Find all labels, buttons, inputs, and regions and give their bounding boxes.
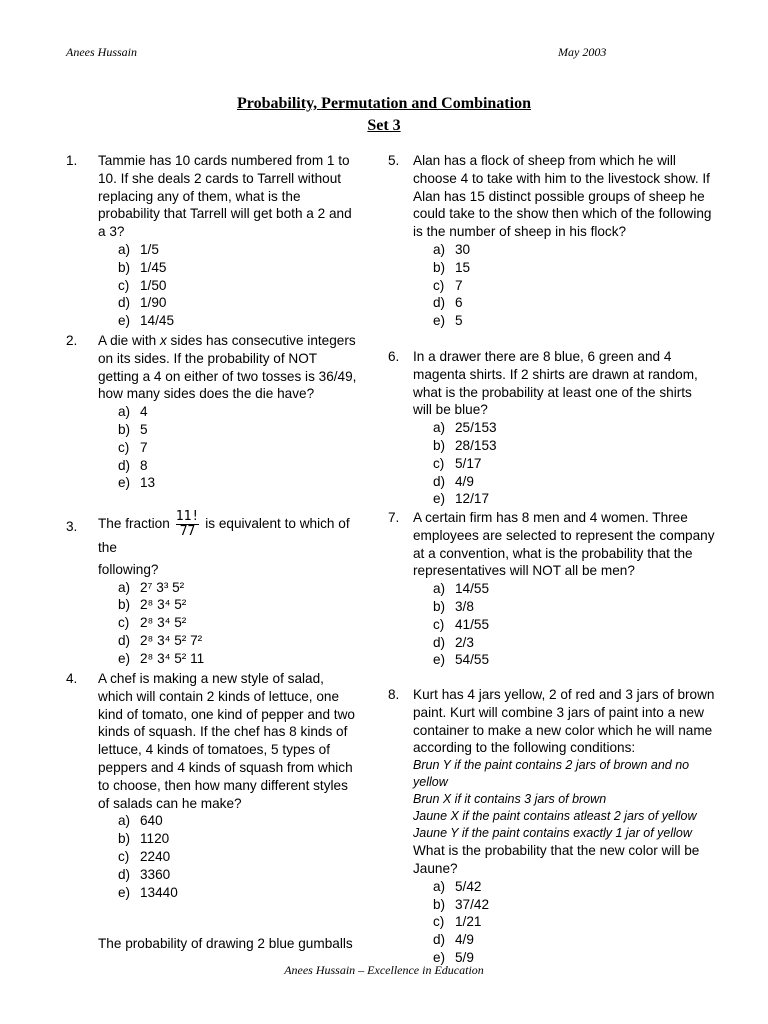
option-text: 8 (140, 457, 148, 473)
option (118, 848, 360, 866)
option-text: 13 (140, 475, 156, 491)
question-stem: A certain firm has 8 men and 4 women. Three employees are selected to represent the company at a convention, what is the probability that the representatives will NOT all be men? (413, 510, 715, 579)
option-letter: a) (433, 241, 446, 257)
question-number: 8. (388, 687, 400, 702)
condition: Jaune Y if the paint contains exactly 1 jar of yellow (413, 826, 692, 841)
option-text: 12/17 (455, 491, 490, 507)
option-text: 2/3 (455, 634, 474, 650)
option-letter: e) (433, 491, 446, 507)
question-4 (66, 670, 360, 901)
page-footer: Anees Hussain – Excellence in Education (284, 963, 484, 977)
option (433, 580, 715, 598)
option-letter: a) (433, 878, 446, 894)
option-letter: c) (433, 277, 445, 293)
option (118, 403, 358, 421)
stem-part: The fraction (98, 516, 170, 532)
header-date: May 2003 (558, 45, 607, 59)
option-text: 7 (140, 439, 148, 455)
option-letter: e) (118, 884, 131, 900)
option-text: 3360 (140, 866, 171, 882)
option (433, 634, 715, 652)
option (433, 437, 713, 455)
option-letter: c) (118, 439, 130, 455)
fraction-denominator: 77 (179, 524, 196, 539)
option (118, 457, 358, 475)
answer-options (413, 419, 713, 508)
option (118, 277, 356, 295)
option (118, 259, 356, 277)
option-letter: a) (118, 813, 131, 829)
option (118, 614, 360, 632)
page-title: Probability, Permutation and Combination (237, 95, 531, 112)
answer-options (98, 403, 358, 492)
option-text: 3/8 (455, 598, 474, 614)
option-text: 640 (140, 813, 163, 829)
option-text: 37/42 (455, 896, 490, 912)
question-stem: A chef is making a new style of salad, which will contain 2 kinds of lettuce, one kind of tomato, one kind of pepper and two kinds of squash. If the chef has 8 kinds of lettuce, 4 kinds of tomatoes, 5 types of peppers and 4 kinds of squash from which to choose, then how many different styles of salads can he make? (98, 671, 355, 811)
option (433, 241, 713, 259)
option (118, 830, 360, 848)
option-text: 1/5 (140, 241, 159, 257)
option (433, 931, 715, 949)
condition: Jaune X if the paint contains atleast 2 jars of yellow (413, 809, 697, 824)
option-text: 15 (455, 259, 471, 275)
option-text: 41/55 (455, 616, 490, 632)
option-text: 4/9 (455, 473, 474, 489)
answer-options (413, 241, 713, 330)
answer-options (98, 241, 356, 330)
option-text: 4/9 (455, 932, 474, 948)
option (433, 277, 713, 295)
option-text: 4 (140, 404, 148, 420)
tail-text: The probability of drawing 2 blue gumballs (98, 936, 353, 951)
option (433, 259, 713, 277)
option (433, 490, 713, 508)
question-7 (388, 509, 715, 669)
option (118, 241, 356, 259)
condition: Brun X if it contains 3 jars of brown (413, 792, 607, 807)
question-number: 5. (388, 153, 400, 168)
option-letter: b) (118, 421, 131, 437)
option-text: 2⁸ 3⁴ 5² (140, 597, 187, 613)
option-text: 30 (455, 241, 471, 257)
option (433, 312, 713, 330)
answer-options (413, 878, 715, 967)
option-letter: a) (433, 420, 446, 436)
question-6 (388, 348, 713, 508)
question-1 (66, 152, 356, 330)
question-number: 7. (388, 510, 400, 525)
answer-options (98, 812, 360, 901)
option (118, 596, 360, 614)
question-number: 1. (66, 153, 78, 168)
option-letter: b) (433, 598, 446, 614)
option-letter: e) (118, 475, 131, 491)
option (433, 419, 713, 437)
option (433, 616, 715, 634)
question-stem: Alan has a flock of sheep from which he will choose 4 to take with him to the livestock show. If Alan has 15 distinct possible groups of sheep he could take to the show then which of the following is the number of sheep in his flock? (413, 153, 712, 240)
option (433, 473, 713, 491)
option-text: 28/153 (455, 437, 497, 453)
option-text: 2⁸ 3⁴ 5² (140, 615, 187, 631)
option-text: 2⁸ 3⁴ 5² 7² (140, 632, 203, 648)
stem-part: is equivalent to which of the (98, 516, 350, 555)
option (433, 651, 715, 669)
question-stem: In a drawer there are 8 blue, 6 green and 4 magenta shirts. If 2 shirts are drawn at random, what is the probability at least one of the shirts will be blue? (413, 349, 698, 418)
option-letter: d) (433, 634, 446, 650)
option (118, 294, 356, 312)
question-stem-2: What is the probability that the new color will be Jaune? (413, 843, 700, 876)
option (118, 439, 358, 457)
option-letter: c) (433, 914, 445, 930)
stem-part: A die with (98, 333, 160, 348)
option-letter: d) (433, 473, 446, 489)
option (433, 896, 715, 914)
option-text: 6 (455, 295, 463, 311)
option-letter: d) (118, 866, 131, 882)
option-text: 54/55 (455, 652, 490, 668)
option-text: 13440 (140, 884, 178, 900)
option (433, 294, 713, 312)
option-letter: c) (118, 615, 130, 631)
option (118, 579, 360, 597)
option-text: 7 (455, 277, 463, 293)
option-text: 5 (455, 313, 463, 329)
option-letter: c) (433, 616, 445, 632)
fraction (176, 510, 199, 539)
option-letter: b) (118, 259, 131, 275)
option (433, 598, 715, 616)
option-letter: b) (433, 437, 446, 453)
option-letter: d) (118, 457, 131, 473)
option-letter: e) (118, 313, 131, 329)
option-letter: d) (118, 632, 131, 648)
condition: Brun Y if the paint contains 2 jars of brown and no yellow (413, 758, 690, 790)
option-text: 5 (140, 421, 148, 437)
option-letter: e) (433, 313, 446, 329)
option-letter: b) (118, 831, 131, 847)
question-number: 2. (66, 333, 78, 348)
option (118, 650, 360, 668)
option-letter: d) (433, 295, 446, 311)
option-letter: e) (118, 650, 131, 666)
option-text: 2⁸ 3⁴ 5² 11 (140, 650, 205, 666)
option-text: 2240 (140, 848, 171, 864)
option-text: 1120 (140, 831, 170, 847)
option-letter: d) (118, 295, 131, 311)
question-number: 3. (66, 519, 78, 534)
option-letter: a) (118, 579, 131, 595)
option-text: 14/45 (140, 313, 175, 329)
variable-x: x (159, 333, 167, 348)
option-text: 1/50 (140, 277, 167, 293)
option (118, 312, 356, 330)
answer-options (413, 580, 715, 669)
option-text: 5/42 (455, 878, 482, 894)
option-text: 25/153 (455, 420, 497, 436)
question-stem (98, 510, 360, 557)
option-letter: b) (118, 597, 131, 613)
question-stem (98, 332, 358, 403)
option (118, 421, 358, 439)
answer-options (98, 579, 360, 668)
option-text: 1/45 (140, 259, 167, 275)
option-letter: e) (433, 652, 446, 668)
option (433, 878, 715, 896)
question-stem: Tammie has 10 cards numbered from 1 to 10. If she deals 2 cards to Tarrell without replacing any of them, what is the probability that Tarrell will get both a 2 and a 3? (98, 153, 352, 240)
question-2 (66, 332, 358, 492)
fraction-numerator: 11! (175, 509, 200, 524)
option-text: 1/90 (140, 295, 167, 311)
option (118, 632, 360, 650)
option-text: 14/55 (455, 581, 490, 597)
page-subtitle: Set 3 (367, 117, 401, 134)
stem-part: sides has consecutive integers on its sides. If the probability of NOT getting a 4 on either of two tosses is 36/49, how many sides does the die have? (98, 333, 357, 402)
option-letter: a) (118, 241, 131, 257)
option-text: 5/17 (455, 455, 482, 471)
question-8 (388, 686, 715, 967)
option (118, 812, 360, 830)
option-letter: b) (433, 896, 446, 912)
header-author: Anees Hussain (66, 45, 137, 59)
option-letter: c) (433, 455, 445, 471)
question-5 (388, 152, 713, 330)
option-letter: e) (433, 949, 446, 965)
option-text: 2⁷ 3³ 5² (140, 579, 185, 595)
option (118, 866, 360, 884)
option (433, 455, 713, 473)
question-3 (66, 509, 360, 668)
option-text: 5/9 (455, 949, 474, 965)
option (433, 913, 715, 931)
option-letter: a) (433, 581, 446, 597)
stem-continuation: following? (98, 561, 159, 577)
option-letter: a) (118, 404, 131, 420)
question-number: 6. (388, 349, 400, 364)
option-letter: c) (118, 848, 130, 864)
option (118, 474, 358, 492)
option-letter: c) (118, 277, 130, 293)
option-letter: b) (433, 259, 446, 275)
option-letter: d) (433, 932, 446, 948)
question-number: 4. (66, 671, 78, 686)
option (118, 884, 360, 902)
question-stem: Kurt has 4 jars yellow, 2 of red and 3 jars of brown paint. Kurt will combine 3 jars of paint into a new container to make a new color which he will name according to the following conditions: (413, 687, 715, 756)
option-text: 1/21 (455, 914, 482, 930)
